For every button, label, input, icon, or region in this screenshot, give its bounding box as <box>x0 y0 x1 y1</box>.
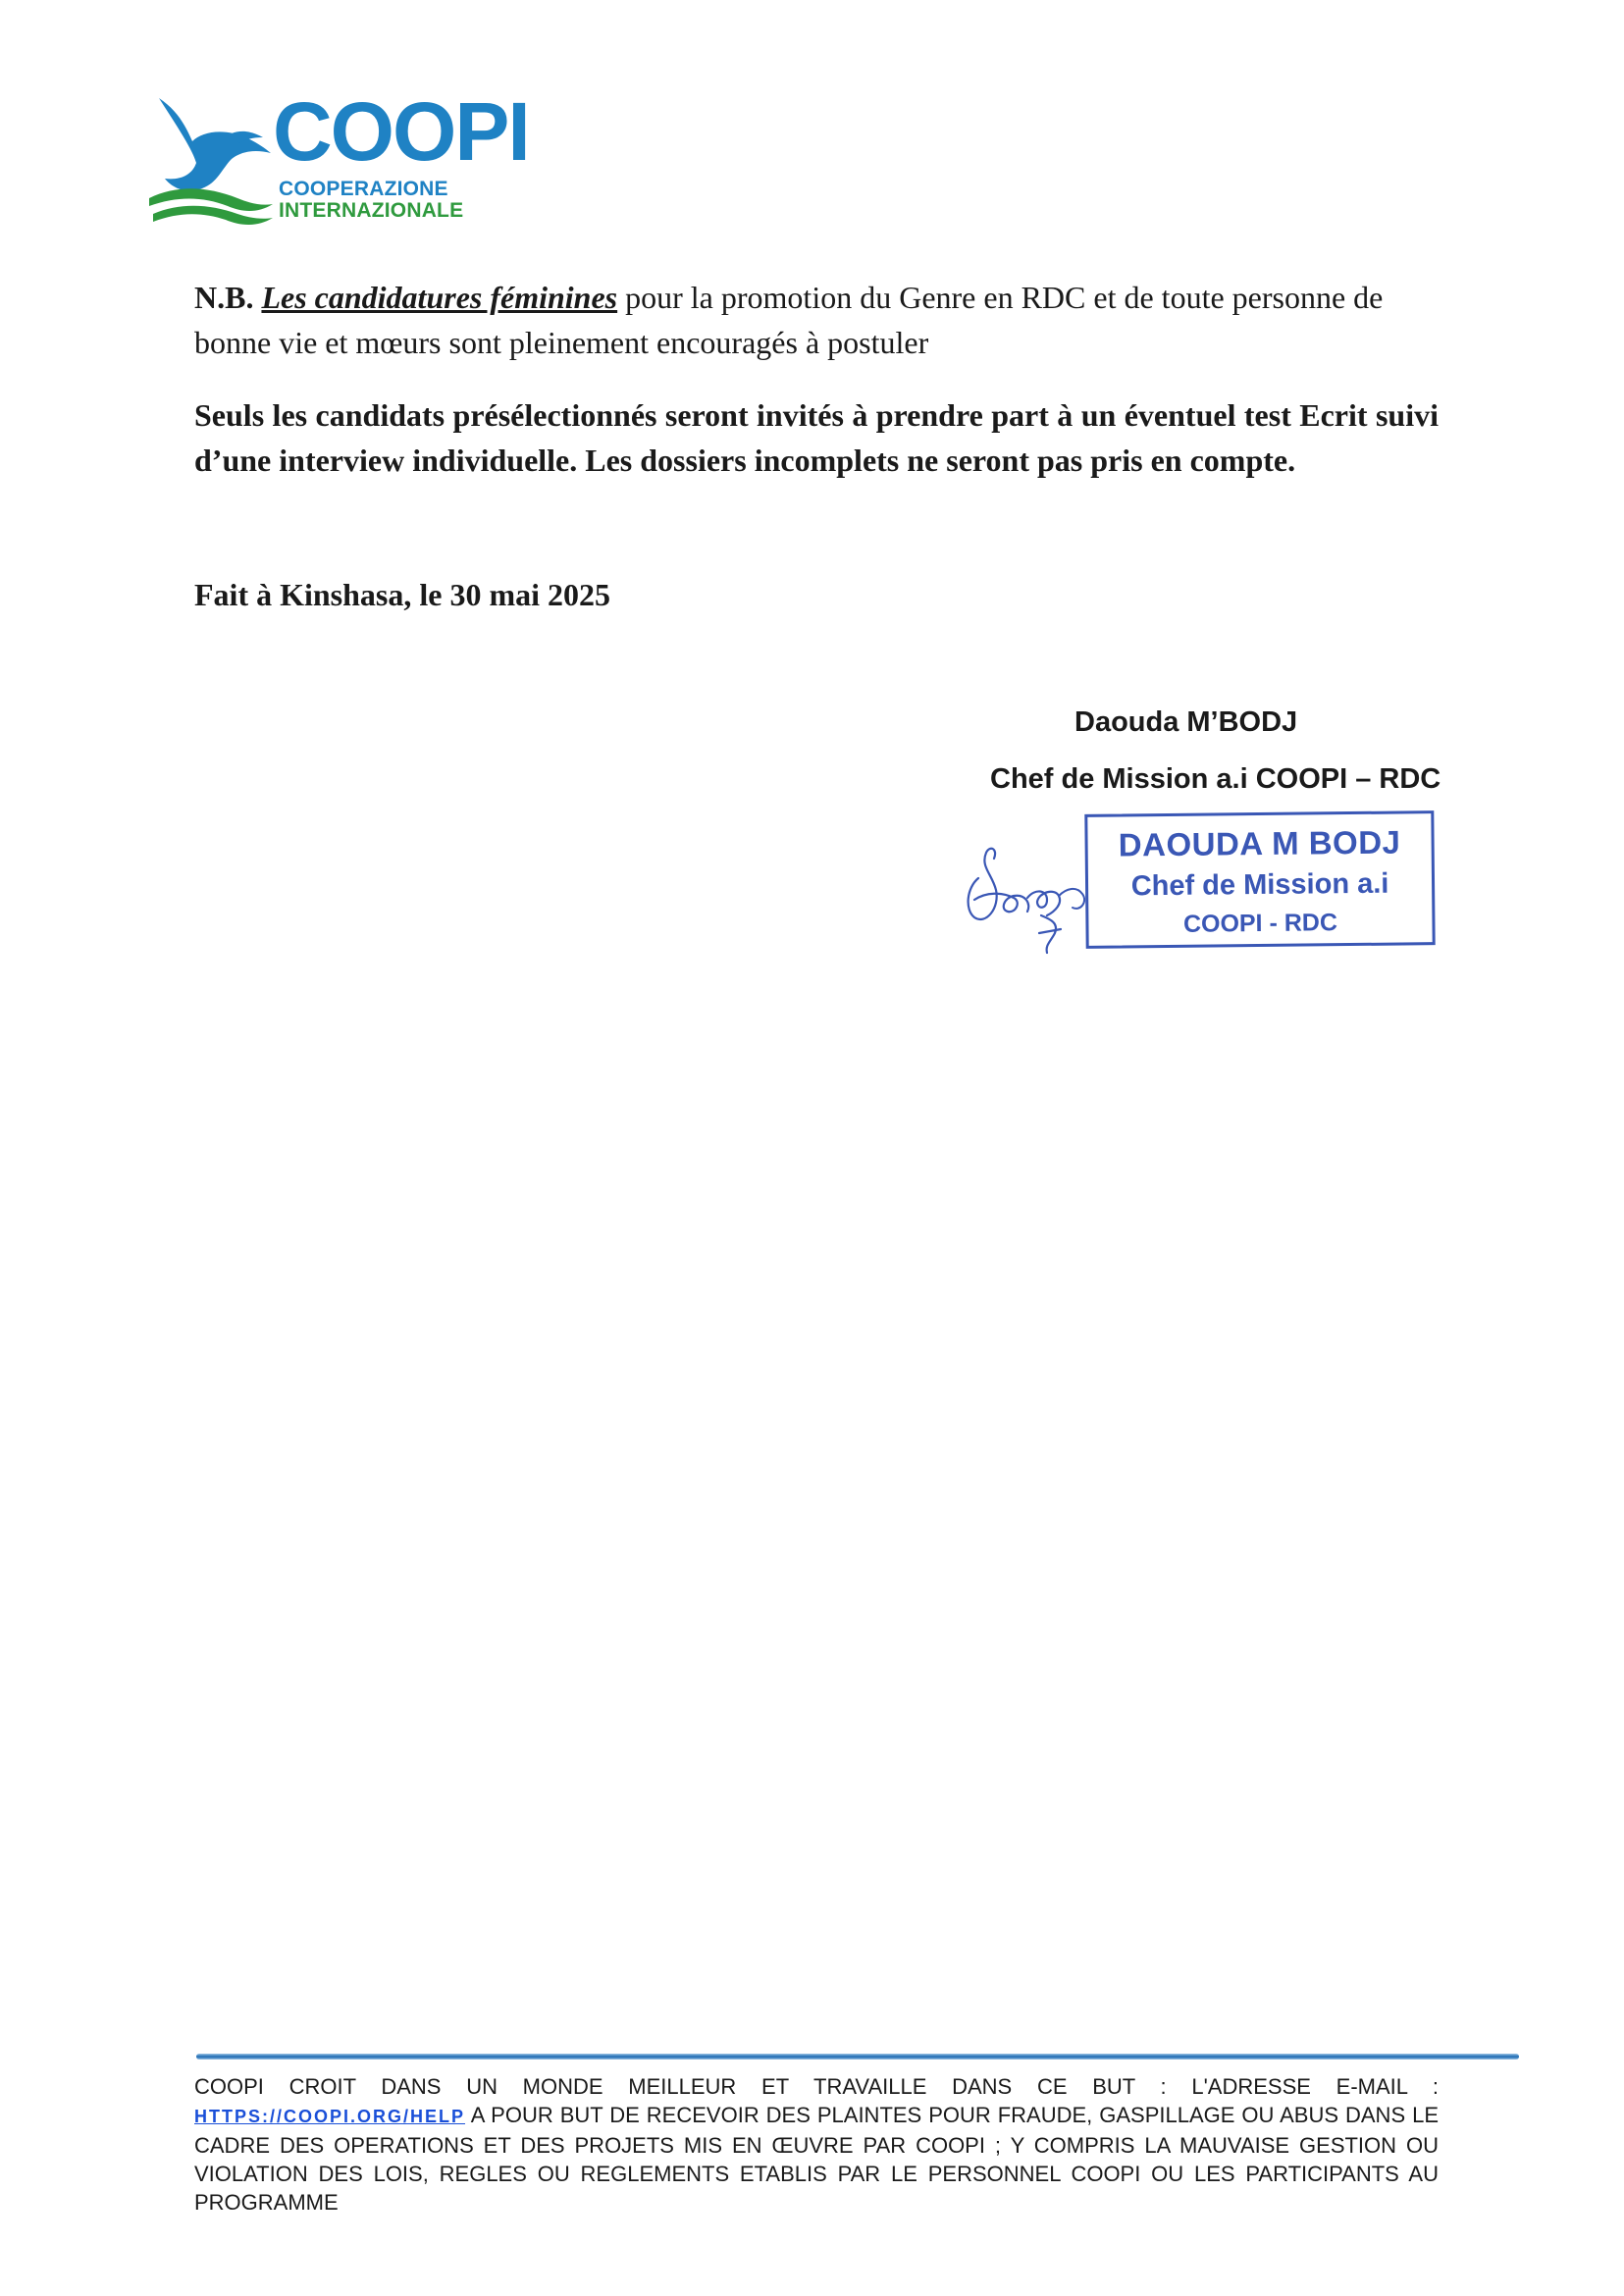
logo-wordmark: COOPI <box>273 85 529 178</box>
stamp-title: Chef de Mission a.i <box>1130 867 1389 903</box>
place-date: Fait à Kinshasa, le 30 mai 2025 <box>194 577 611 612</box>
coopi-logo <box>147 85 529 228</box>
nb-paragraph <box>194 275 1439 365</box>
coopi-bird-emblem-icon <box>147 90 275 228</box>
official-stamp <box>1084 810 1435 949</box>
logo-subtitle-line1: COOPERAZIONE <box>279 178 448 200</box>
footer-text-after: A POUR BUT DE RECEVOIR DES PLAINTES POUR FRAUDE, GASPILLAGE OU ABUS DANS LE CADRE DES OPERATIONS ET DES PROJETS MIS EN ŒUVRE PAR COOPI ; Y COMPRIS LA MAUVAISE GESTION OU VIOLATION DES LOIS, REGLES OU REGLEMENTS ETABLIS PAR LE PERSONNEL COOPI OU LES PARTICIPANTS AU PROGRAMME <box>194 2103 1439 2215</box>
stamp-name: DAOUDA M BODJ <box>1118 823 1401 863</box>
signatory-title: Chef de Mission a.i COOPI – RDC <box>990 763 1441 795</box>
footer-divider <box>196 2054 1519 2060</box>
nb-emphasis: Les candidatures féminines <box>261 280 618 315</box>
nb-rest: pour la promotion du Genre en RDC et de toute personne de bonne vie et mœurs sont pleinement encouragés à postuler <box>194 280 1384 360</box>
stamp-org: COOPI - RDC <box>1182 909 1338 938</box>
signatory-name: Daouda M’BODJ <box>1074 706 1298 738</box>
footer-notice <box>194 2072 1439 2217</box>
handwritten-signature <box>957 839 1104 957</box>
footer-text-before: COOPI CROIT DANS UN MONDE MEILLEUR ET TRAVAILLE DANS CE BUT : L'ADRESSE E-MAIL : <box>194 2074 1439 2099</box>
selection-notice: Seuls les candidats présélectionnés seront invités à prendre part à un éventuel test Ecrit suivi d’une interview individuelle. Les dossiers incomplets ne seront pas pris en compte. <box>194 397 1439 478</box>
logo-subtitle-line2: INTERNAZIONALE <box>279 199 464 222</box>
nb-lead: N.B. <box>194 280 254 315</box>
complaints-link[interactable]: HTTPS://COOPI.ORG/HELP <box>194 2107 466 2126</box>
